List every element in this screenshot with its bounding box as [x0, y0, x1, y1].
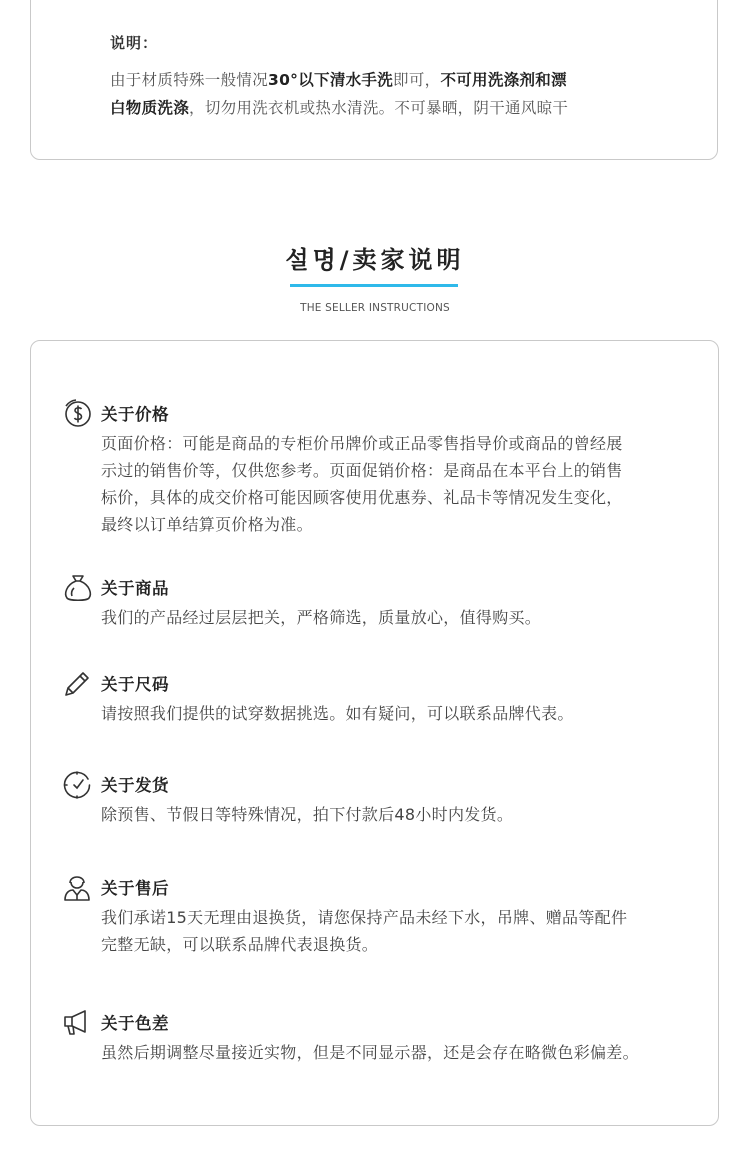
- item-body: [101, 430, 701, 538]
- item-line: 我们承诺15天无理由退换货，请您保持产品未经下水，吊牌、赠品等配件: [101, 908, 628, 927]
- item-line: 示过的销售价等，仅供您参考。页面促销价格：是商品在本平台上的销售: [101, 461, 623, 480]
- item-body: [101, 801, 701, 828]
- megaphone-icon: [60, 1005, 94, 1039]
- item-title: 关于发货: [101, 776, 169, 795]
- bag-icon: [60, 570, 94, 604]
- item-title: 关于售后: [101, 879, 169, 898]
- item-body: [101, 904, 701, 958]
- wash-notes-line-2: [110, 96, 568, 118]
- title-underline: [290, 284, 458, 287]
- item-title: 关于商品: [101, 579, 169, 598]
- item-line: 标价，具体的成交价格可能因顾客使用优惠券、礼品卡等情况发生变化，: [101, 488, 623, 507]
- item-line: 请按照我们提供的试穿数据挑选。如有疑问，可以联系品牌代表。: [101, 704, 574, 723]
- item-line: 完整无缺，可以联系品牌代表退换货。: [101, 935, 379, 954]
- wash-notes-text: ，切勿用洗衣机或热水清洗。不可暴晒，阴干通风晾干: [189, 99, 569, 117]
- service-person-icon: [60, 870, 94, 904]
- clock-icon: [60, 767, 94, 801]
- item-title: 关于价格: [101, 405, 169, 424]
- wash-notes-text: 由于材质特殊一般情况: [110, 71, 269, 89]
- item-body: [101, 604, 701, 631]
- item-line: 最终以订单结算页价格为准。: [101, 515, 313, 534]
- item-line: 虽然后期调整尽量接近实物，但是不同显示器，还是会存在略微色彩偏差。: [101, 1043, 639, 1062]
- item-line: 我们的产品经过层层把关，严格筛选，质量放心，值得购买。: [101, 608, 542, 627]
- wash-notes-emphasis: 30°以下清水手洗: [268, 71, 394, 89]
- item-title: 关于色差: [101, 1014, 169, 1033]
- item-title: 关于尺码: [101, 675, 169, 694]
- item-body: [101, 1039, 701, 1066]
- wash-notes-title: 说明：: [110, 34, 159, 52]
- section-subtitle: THE SELLER INSTRUCTIONS: [300, 302, 450, 314]
- section-title: 설명/卖家说明: [285, 246, 465, 274]
- wash-notes-emphasis: 白物质洗涤: [110, 99, 190, 117]
- price-coin-icon: [60, 396, 94, 430]
- item-body: [101, 700, 701, 727]
- wash-notes-line-1: [110, 68, 567, 90]
- wash-notes-emphasis: 不可用洗涤剂和漂: [440, 71, 567, 89]
- item-line: 页面价格：可能是商品的专柜价吊牌价或正品零售指导价或商品的曾经展: [101, 434, 623, 453]
- pencil-icon: [60, 666, 94, 700]
- item-line: 除预售、节假日等特殊情况，拍下付款后48小时内发货。: [101, 805, 514, 824]
- wash-notes-text: 即可，: [393, 71, 441, 89]
